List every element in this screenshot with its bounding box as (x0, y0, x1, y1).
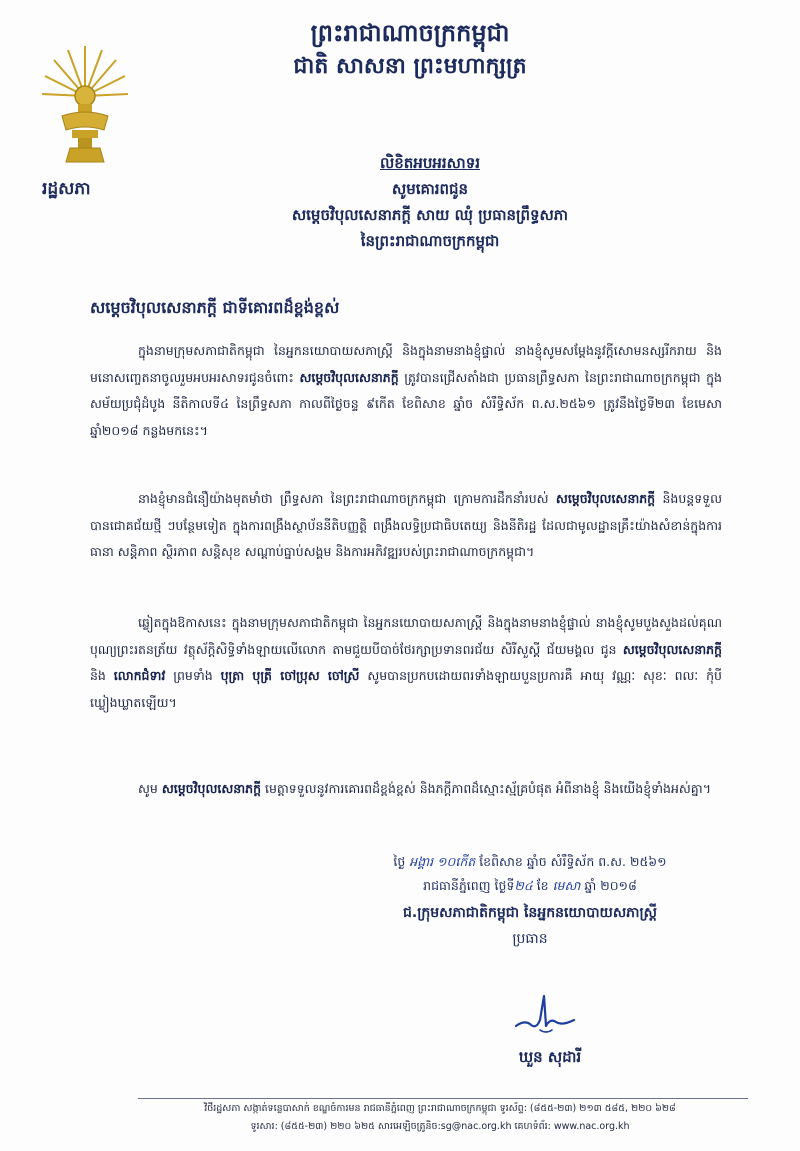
signer-title: ប្រធាន (512, 931, 548, 947)
letter-header (230, 16, 590, 84)
day-handwritten: ២៤ (514, 878, 533, 893)
p3-text-c: និង (90, 668, 106, 683)
p4-text-c: មេត្តាទទួលនូវការគោរពដ៏ខ្ពង់ខ្ពស់ និងភក្តីភាពដ៏ស្មោះស្ម័គ្របំផុត អំពីនាងខ្ញុំ និងយើងខ្ញុំទាំងអស់គ្នា។ (265, 781, 711, 796)
lunar-handwritten-date: អង្គារ ១០កើត (409, 854, 476, 869)
signature-icon (510, 990, 580, 1040)
month-handwritten: មេសា (552, 878, 581, 893)
emblem-label: រដ្ឋសភា (42, 179, 91, 199)
signing-organization: ជ.ក្រុមសភាជាតិកម្ពុជា នៃអ្នកនយោបាយសភាស្ត្រី (402, 905, 658, 921)
recipient-institution: នៃព្រះរាជាណាចក្រកម្ពុជា (360, 232, 500, 250)
lunar-date-line (330, 850, 730, 874)
lunar-prefix: ថ្ងៃ (393, 854, 406, 869)
city-prefix: រាជធានីភ្នំពេញ ថ្ងៃទី (423, 878, 515, 893)
p1-text-a: ក្នុងនាមក្រុមសភាជាតិកម្ពុជា នៃអ្នកនយោបាយសភាស្ត្រី និងក្នុងនាមនាងខ្ញុំផ្ទាល់ នាងខ្ញុំសូមសម្តែងនូវក្តីសោមនស្សរីករាយ និងមនោសញ្ចេតនាចូលរួមអបអរសាទរជូនចំពោះ (90, 343, 722, 385)
p3-text-a: ឆ្លៀតក្នុងឱកាសនេះ ក្នុងនាមក្រុមសភាជាតិកម្ពុជា នៃអ្នកនយោបាយសភាស្ត្រី និងក្នុងនាមនាងខ្ញុំផ្ទាល់ នាងខ្ញុំសូមបួងសួងដល់គុណបុណ្យព្រះរតនត្រ័យ វត្ថុស័ក្តិសិទ្ធិទាំងឡាយលើលោក តាមជួយបីបាច់ថែរក្សាប្រទានពរជ័យ សិរីសួស្តី ជ័យមង្គល ជូន (90, 615, 722, 657)
recipient-block (170, 150, 690, 254)
body-paragraph-3 (90, 610, 722, 716)
p2-text-a: នាងខ្ញុំមានជំនឿយ៉ាងមុតមាំថា ព្រឹទ្ធសភា នៃព្រះរាជាណាចក្រកម្ពុជា ក្រោមការដឹកនាំរបស់ (138, 491, 549, 506)
p3-bold-name: សម្តេចវិបុលសេនាភក្តី (622, 641, 722, 657)
salutation: សម្តេចវិបុលសេនាភក្តី ជាទីគោរពដ៏ខ្ពង់ខ្ពស់ (90, 298, 340, 317)
body-paragraph-4 (90, 776, 722, 803)
footer-address: វិថីរដ្ឋសភា សង្កាត់ទន្លេបាសាក់ ខណ្ឌចំការមន រាជធានីភ្នំពេញ ព្រះរាជាណាចក្រកម្ពុជា ទូរស័ព្ទ: (៨៥៥-២៣) ២១៣ ៥៨៥, ២២០ ៦២៨ (204, 1103, 676, 1114)
recipient-name: សម្តេចវិបុលសេនាភក្តី សាយ ឈុំ ប្រធានព្រឹទ្ធសភា (291, 206, 569, 224)
national-motto: ជាតិ សាសនា ព្រះមហាក្សត្រ (293, 54, 527, 79)
p3-text-g: សូមបានប្រកបដោយពរទាំងឡាយបួនប្រការគឺ អាយុ វណ្ណៈ សុខៈ ពលៈ កុំបីឃ្លៀងឃ្លាតឡើយ។ (90, 668, 722, 710)
p2-text-c: និងបន្តទទួលបានជោគជ័យថ្មី ៗបន្ថែមទៀត ក្នុងការពង្រឹងស្ថាប័ននីតិបញ្ញត្តិ ពង្រឹងលទ្ធិប្រជាធិបតេយ្យ និងនីតិរដ្ឋ ដែលជាមូលដ្ឋានគ្រឹះយ៉ាងសំខាន់ក្នុងការធានា សន្តិភាព ស្ថិរភាព សន្តិសុខ សណ្តាប់ធ្នាប់សង្គម និងការអភិវឌ្ឍរបស់ព្រះរាជាណាចក្រកម្ពុជា។ (90, 491, 722, 559)
signer-name: ឃួន សុដារី (518, 1048, 582, 1066)
kingdom-title: ព្រះរាជាណាចក្រកម្ពុជា (310, 19, 510, 47)
respectfully-to: សូមគោរពជូន (391, 180, 469, 198)
p3-text-e: ព្រមទាំង (173, 668, 213, 683)
p1-bold-name: សម្តេចវិបុលសេនាភក្តី (299, 369, 399, 385)
body-paragraph-2 (90, 486, 722, 566)
footer-divider (138, 1098, 748, 1099)
letter-type: លិខិតអបអរសាទរ (380, 154, 480, 172)
p4-text-a: សូម (138, 781, 158, 796)
p3-bold-family: បុត្រា បុត្រី ចៅប្រុស ចៅស្រី (220, 668, 360, 683)
p4-bold-name: សម្តេចវិបុលសេនាភក្តី (161, 781, 262, 796)
royal-crest-icon (40, 38, 130, 168)
lunar-suffix: ខែពិសាខ ឆ្នាំច សំរឹទ្ធិស័ក ព.ស. ២៥៦១ (479, 854, 667, 869)
closing-block (330, 850, 730, 952)
month-prefix: ខែ (536, 878, 549, 893)
year: ឆ្នាំ ២០១៨ (584, 878, 637, 893)
p3-bold-spouse: លោកជំទាវ (113, 668, 166, 683)
p1-text-c: ត្រូវបានជ្រើសតាំងជា ប្រធានព្រឹទ្ធសភា នៃព្រះរាជាណាចក្រកម្ពុជា ក្នុងសម័យប្រជុំដំបូង នីតិកាលទី៤ នៃព្រឹទ្ធសភា កាលពីថ្ងៃចន្ទ ៩កើត ខែពិសាខ ឆ្នាំច សំរឹទ្ធិស័ក ព.ស.២៥៦១ ត្រូវនឹងថ្ងៃទី២៣ ខែមេសា ឆ្នាំ២០១៨ កន្លងមកនេះ។ (90, 369, 722, 438)
p2-bold-name: សម្តេចវិបុលសេនាភក្តី (555, 491, 656, 506)
footer (120, 1100, 760, 1136)
footer-contact: ទូរសារ: (៨៥៥-២៣) ២២០ ៦២៥ សារអេឡិចត្រូនិច:sg@nac.org.kh គេហទំព័រ: www.nac.org.kh (250, 1121, 630, 1132)
city-date-line (330, 874, 730, 898)
body-paragraph-1 (90, 338, 722, 444)
